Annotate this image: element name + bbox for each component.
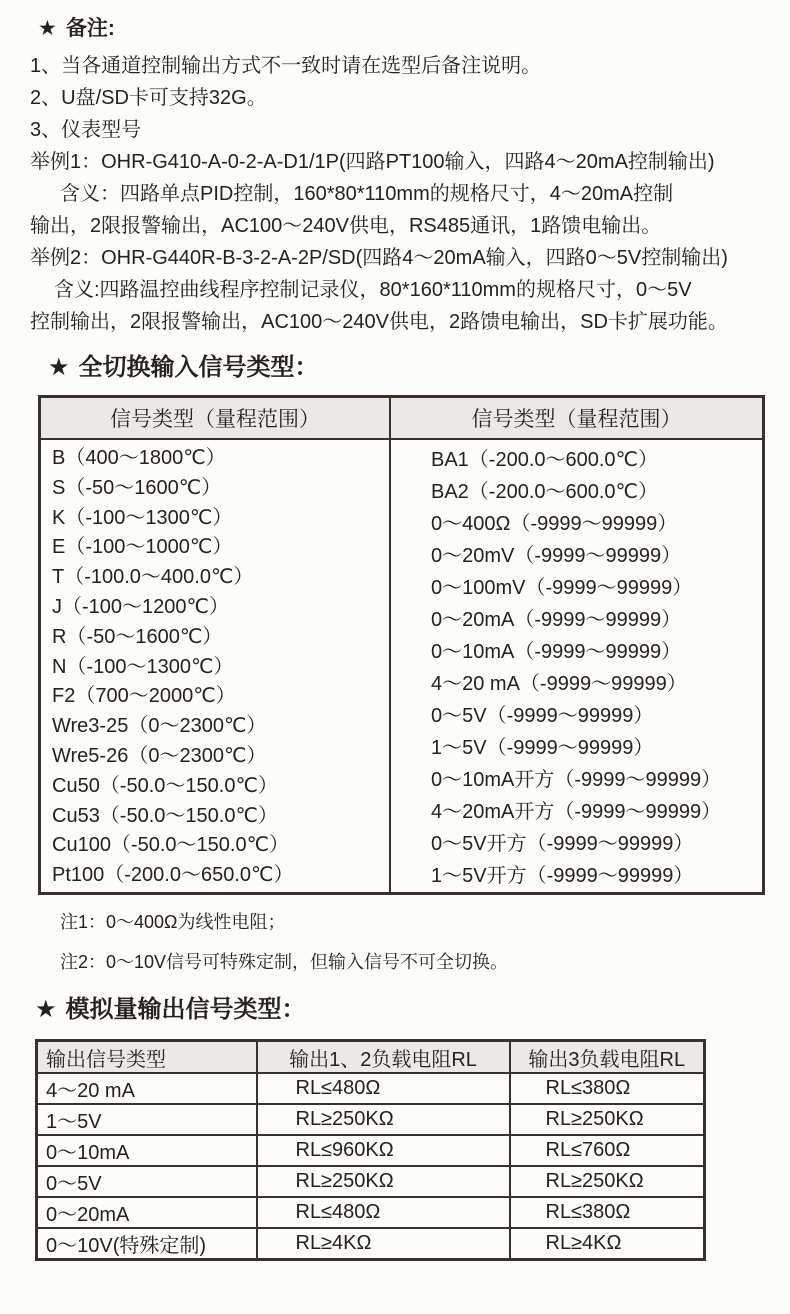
signal-range-item: Cu50（-50.0～150.0℃） [52, 774, 278, 797]
output-table-row [37, 1166, 705, 1197]
output-table-cell: RL≤380Ω [510, 1073, 705, 1104]
note-line: 举例1：OHR-G410-A-0-2-A-D1/1P(四路PT100输入，四路4～20mA控制输出) [30, 151, 715, 173]
signal-range-item: 0～5V（-9999～99999） [431, 705, 654, 727]
output-table-cell: RL≥4KΩ [257, 1228, 510, 1260]
output-table-header-cell: 输出1、2负载电阻RL [257, 1041, 510, 1074]
output-table-cell: RL≤760Ω [510, 1135, 705, 1166]
signal-range-item: R（-50～1600℃） [52, 625, 223, 648]
output-signal-table [35, 1039, 706, 1261]
notes-title [0, 0, 790, 50]
input-table-header-right: 信号类型（量程范围） [389, 398, 762, 440]
input-table-header-left: 信号类型（量程范围） [41, 398, 389, 440]
note-line: 含义:四路温控曲线程序控制记录仪，80*160*110mm的规格尺寸，0～5V [54, 279, 692, 301]
output-table-header-cell: 输出3负载电阻RL [510, 1041, 705, 1074]
output-table-row [37, 1197, 705, 1228]
footnote: 注2：0～10V信号可特殊定制，但输入信号不可全切换。 [60, 952, 509, 972]
signal-range-item: 4～20mA开方（-9999～99999） [431, 801, 722, 823]
output-table-cell: RL≥4KΩ [510, 1228, 705, 1260]
signal-range-item: B（400～1800℃） [52, 447, 226, 469]
star-icon: ★ [35, 996, 57, 1023]
signal-range-item: BA2（-200.0～600.0℃） [431, 481, 659, 503]
input-signal-table [38, 395, 765, 895]
signal-range-item: 0～10mA开方（-9999～99999） [431, 769, 722, 791]
output-table-cell: 0～5V [37, 1166, 257, 1197]
output-table-row [37, 1135, 705, 1166]
input-section-title-text: 全切换输入信号类型： [78, 354, 319, 381]
star-icon: ★ [48, 354, 70, 381]
signal-range-item: K（-100～1300℃） [52, 506, 233, 529]
note-line: 2、U盘/SD卡可支持32G。 [30, 87, 267, 109]
signal-range-item: 0～5V开方（-9999～99999） [431, 833, 694, 855]
note-line: 3、仪表型号 [30, 119, 142, 141]
output-section-title [0, 973, 790, 1039]
output-table-header-row [37, 1041, 705, 1074]
signal-range-item: Pt100（-200.0～650.0℃） [52, 864, 294, 887]
signal-range-item: Cu100（-50.0～150.0℃） [52, 834, 290, 857]
note-line: 控制输出，2限报警输出，AC100～240V供电，2路馈电输出，SD卡扩展功能。 [30, 311, 728, 333]
signal-range-item: 0～20mV（-9999～99999） [431, 545, 682, 567]
output-table-cell: 1～5V [37, 1104, 257, 1135]
signal-range-item: 0～400Ω（-9999～99999） [431, 513, 678, 535]
output-table-row [37, 1073, 705, 1104]
signal-range-item: 0～10mA（-9999～99999） [431, 641, 682, 663]
signal-range-item: BA1（-200.0～600.0℃） [431, 449, 659, 471]
note-line: 含义：四路单点PID控制，160*80*110mm的规格尺寸，4～20mA控制 [60, 183, 674, 205]
output-table-row [37, 1104, 705, 1135]
input-left-list [41, 440, 389, 892]
signal-range-item: J（-100～1200℃） [52, 595, 229, 618]
signal-range-item: Wre3-25（0～2300℃） [52, 715, 267, 738]
output-table-row [37, 1228, 705, 1260]
output-table-cell: 0～20mA [37, 1197, 257, 1228]
output-table-cell: 0～10mA [37, 1135, 257, 1166]
signal-range-item: T（-100.0～400.0℃） [52, 566, 254, 589]
note-line: 输出，2限报警输出，AC100～240V供电，RS485通讯，1路馈电输出。 [30, 215, 662, 237]
footnote: 注1：0～400Ω为线性电阻； [60, 912, 286, 932]
output-table-cell: RL≤380Ω [510, 1197, 705, 1228]
output-table-header-cell: 输出信号类型 [37, 1041, 257, 1074]
output-table-cell: RL≤480Ω [257, 1073, 510, 1104]
star-icon: ★ [38, 17, 57, 40]
signal-range-item: N（-100～1300℃） [52, 655, 234, 678]
output-table-cell: RL≤960KΩ [257, 1135, 510, 1166]
output-table-cell: RL≤480Ω [257, 1197, 510, 1228]
output-table-cell: RL≥250KΩ [510, 1104, 705, 1135]
output-table-cell: RL≥250KΩ [257, 1104, 510, 1135]
signal-range-item: 4～20 mA（-9999～99999） [431, 673, 687, 695]
signal-range-item: 1～5V开方（-9999～99999） [431, 865, 694, 887]
signal-range-item: F2（700～2000℃） [52, 685, 236, 708]
output-table-cell: 0～10V(特殊定制) [37, 1228, 257, 1260]
output-table-body [37, 1073, 705, 1260]
signal-range-item: 1～5V（-9999～99999） [431, 737, 654, 759]
notes-section [0, 0, 790, 338]
notes-title-text: 备注: [65, 17, 115, 40]
signal-range-item: 0～100mV（-9999～99999） [431, 577, 693, 599]
signal-range-item: Wre5-26（0～2300℃） [52, 744, 267, 767]
signal-range-item: 0～20mA（-9999～99999） [431, 609, 682, 631]
signal-range-item: E（-100～1000℃） [52, 536, 233, 559]
input-right-list [389, 440, 762, 892]
signal-range-item: Cu53（-50.0～150.0℃） [52, 804, 278, 827]
output-section-title-text: 模拟量输出信号类型： [65, 996, 306, 1023]
note-line: 1、当各通道控制输出方式不一致时请在选型后备注说明。 [30, 55, 542, 77]
signal-range-item: S（-50～1600℃） [52, 476, 222, 499]
output-table-cell: RL≥250KΩ [510, 1166, 705, 1197]
input-section-title [0, 338, 790, 395]
note-line: 举例2：OHR-G440R-B-3-2-A-2P/SD(四路4～20mA输入，四路0～5V控制输出) [30, 247, 728, 269]
output-table-cell: 4～20 mA [37, 1073, 257, 1104]
output-table-cell: RL≥250KΩ [257, 1166, 510, 1197]
